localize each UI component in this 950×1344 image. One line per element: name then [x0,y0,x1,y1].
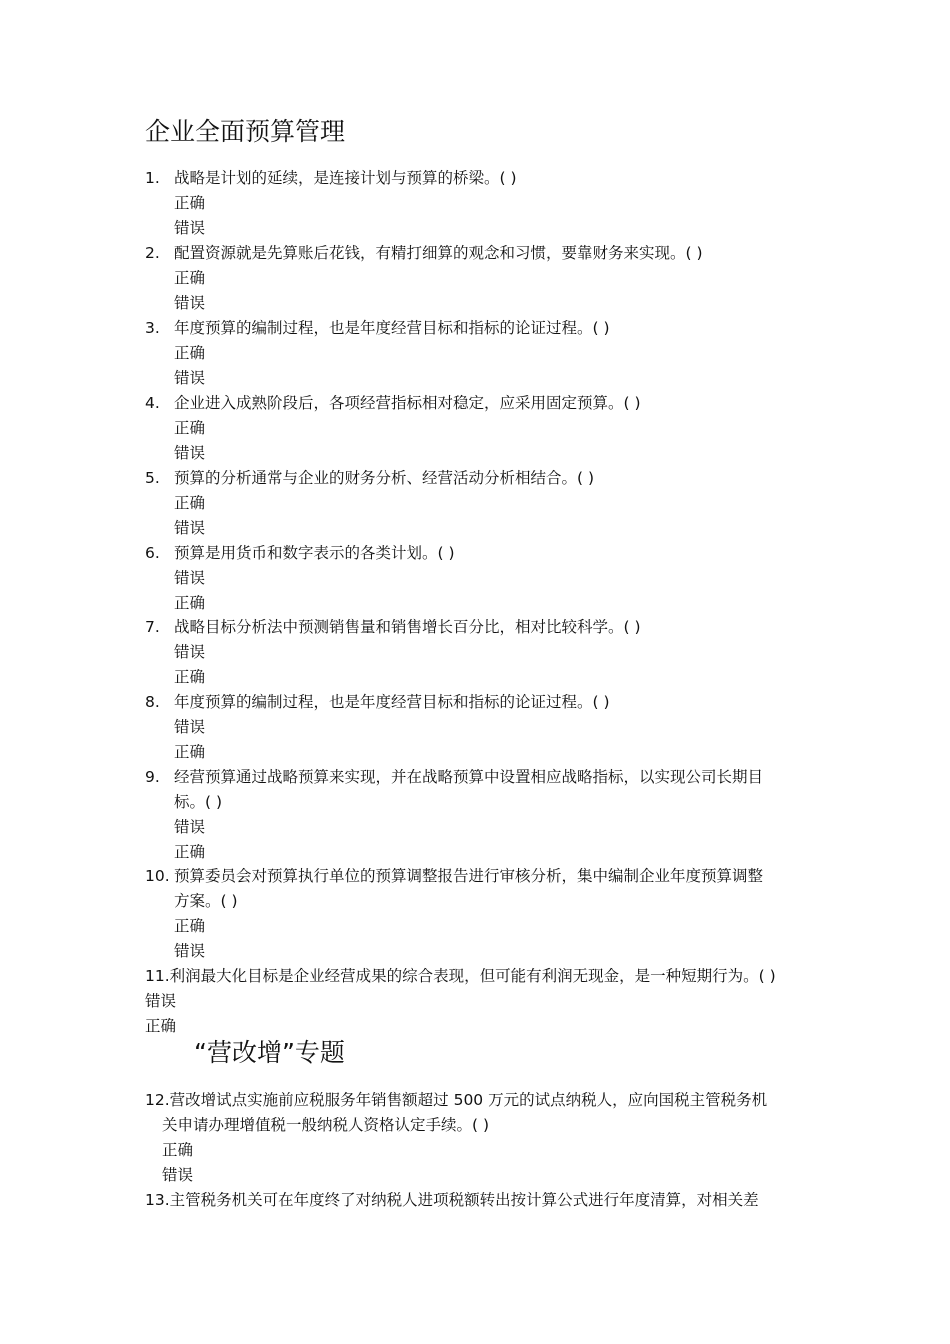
question-text: 战略目标分析法中预测销售量和销售增长百分比，相对比较科学。( ) [174,618,641,636]
question-text: 12.营改增试点实施前应税服务年销售额超过 500 万元的试点纳税人，应向国税主管税务机 [145,1091,768,1109]
question-number: 6. [145,544,160,562]
option: 错误 [174,718,206,736]
option: 错误 [174,643,206,661]
option: 正确 [174,269,206,287]
question-number: 7. [145,618,160,636]
question-text-continued: 关申请办理增值税一般纳税人资格认定手续。( ) [162,1116,490,1134]
section-title-vat-reform: “营改增”专题 [194,1038,345,1067]
option: 错误 [174,519,206,537]
option: 正确 [174,917,206,935]
option: 错误 [145,992,177,1010]
option: 错误 [174,369,206,387]
section-title-budget: 企业全面预算管理 [145,117,346,146]
question-text: 预算是用货币和数字表示的各类计划。( ) [174,544,455,562]
question-text-continued: 方案。( ) [174,892,238,910]
option: 正确 [174,194,206,212]
question-text: 年度预算的编制过程，也是年度经营目标和指标的论证过程。( ) [174,693,610,711]
option: 正确 [174,344,206,362]
option: 错误 [174,818,206,836]
question-text: 预算委员会对预算执行单位的预算调整报告进行审核分析，集中编制企业年度预算调整 [174,867,764,885]
option: 错误 [174,294,206,312]
option: 正确 [174,419,206,437]
question-number: 10. [145,867,170,885]
option: 正确 [174,494,206,512]
question-number: 1. [145,169,160,187]
option: 错误 [174,219,206,237]
option: 正确 [174,594,206,612]
question-text: 年度预算的编制过程，也是年度经营目标和指标的论证过程。( ) [174,319,610,337]
question-number: 2. [145,244,160,262]
question-number: 9. [145,768,160,786]
question-number: 4. [145,394,160,412]
option: 正确 [162,1141,194,1159]
option: 错误 [174,942,206,960]
option: 错误 [162,1166,194,1184]
option: 错误 [174,569,206,587]
question-text: 11.利润最大化目标是企业经营成果的综合表现，但可能有利润无现金，是一种短期行为。( ) [145,967,776,985]
option: 正确 [145,1017,177,1035]
option: 错误 [174,444,206,462]
option: 正确 [174,843,206,861]
question-number: 5. [145,469,160,487]
option: 正确 [174,743,206,761]
question-text: 配置资源就是先算账后花钱，有精打细算的观念和习惯，要靠财务来实现。( ) [174,244,703,262]
question-number: 3. [145,319,160,337]
question-text: 经营预算通过战略预算来实现，并在战略预算中设置相应战略指标，以实现公司长期目 [174,768,764,786]
question-text-continued: 标。( ) [174,793,223,811]
question-text: 战略是计划的延续，是连接计划与预算的桥梁。( ) [174,169,517,187]
question-text: 企业进入成熟阶段后，各项经营指标相对稳定，应采用固定预算。( ) [174,394,641,412]
question-text: 预算的分析通常与企业的财务分析、经营活动分析相结合。( ) [174,469,595,487]
question-number: 8. [145,693,160,711]
option: 正确 [174,668,206,686]
question-text: 13.主管税务机关可在年度终了对纳税人进项税额转出按计算公式进行年度清算，对相关差 [145,1191,759,1209]
